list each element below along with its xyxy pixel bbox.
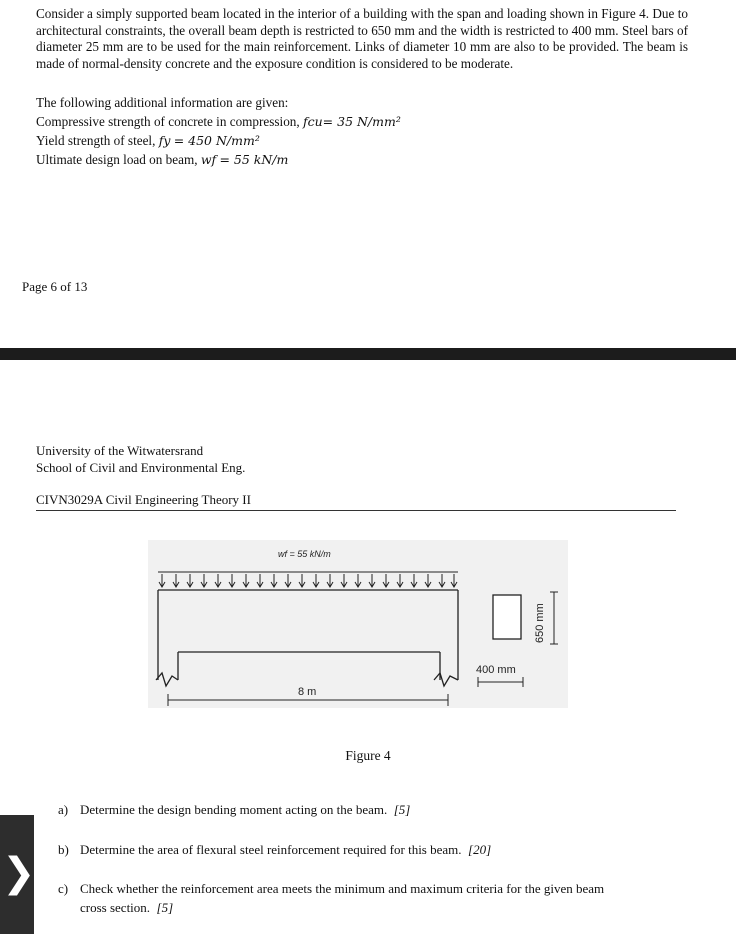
marks: [20] — [468, 842, 492, 857]
depth-dimension-line — [550, 592, 558, 644]
figure-caption: Figure 4 — [345, 748, 391, 763]
wf-symbol: wf — [200, 152, 217, 167]
question-a: a) Determine the design bending moment acting on the beam. [5] — [58, 802, 411, 817]
info-steel-strength: Yield strength of steel, fy = 450 N/mm² — [36, 133, 260, 148]
page-7 — [0, 360, 736, 934]
course-title: CIVN3029A Civil Engineering Theory II — [36, 492, 251, 507]
university-name: University of the Witwatersrand — [36, 443, 204, 458]
info-design-load: Ultimate design load on beam, wf = 55 kN/m — [36, 152, 289, 167]
load-label: wf = 55 kN/m — [278, 549, 331, 559]
fcu-symbol: fcu — [302, 114, 323, 129]
width-label: 400 mm — [476, 664, 516, 676]
figure-4 — [148, 540, 568, 708]
marks: [5] — [393, 802, 411, 817]
previous-page-control[interactable] — [0, 815, 34, 934]
beam-frame — [156, 590, 458, 686]
page-number: Page 6 of 13 — [22, 279, 88, 294]
question-c: c) Check whether the reinforcement area meets the minimum and maximum criteria for the given beam cross section. [5] — [58, 881, 605, 915]
chevron-right-icon[interactable]: ❯ — [2, 850, 36, 896]
page-divider — [0, 348, 736, 360]
given-information — [36, 93, 401, 169]
distributed-load-arrows — [158, 572, 458, 587]
span-label: 8 m — [298, 686, 317, 698]
info-intro: The following additional information are given: — [36, 95, 289, 110]
question-b: b) Determine the area of flexural steel reinforcement required for this beam. [20] — [58, 842, 492, 857]
beam-cross-section — [493, 595, 521, 639]
depth-label: 650 mm — [534, 603, 546, 643]
width-dimension-line — [478, 677, 523, 687]
info-concrete-strength: Compressive strength of concrete in compression, fcu= 35 N/mm² — [36, 114, 401, 129]
header-institution — [36, 442, 245, 476]
header-rule — [36, 510, 676, 511]
school-name: School of Civil and Environmental Eng. — [36, 460, 246, 475]
page-6 — [0, 0, 736, 348]
beam-diagram — [148, 540, 568, 708]
fy-symbol: fy — [158, 133, 171, 148]
problem-paragraph: Consider a simply supported beam located in the interior of a building with the span and loading shown in Figure 4. Due to architectural constraints, the overall beam depth is restricted to 650 mm and the width is restricted to 400 mm. Steel bars of diameter 25 mm are to be used for the main reinforcement. Links of diameter 10 mm are also to be provided. The beam is made of normal-density concrete and the exposure condition is considered to be moderate. — [36, 6, 688, 71]
marks: [5] — [156, 900, 174, 915]
